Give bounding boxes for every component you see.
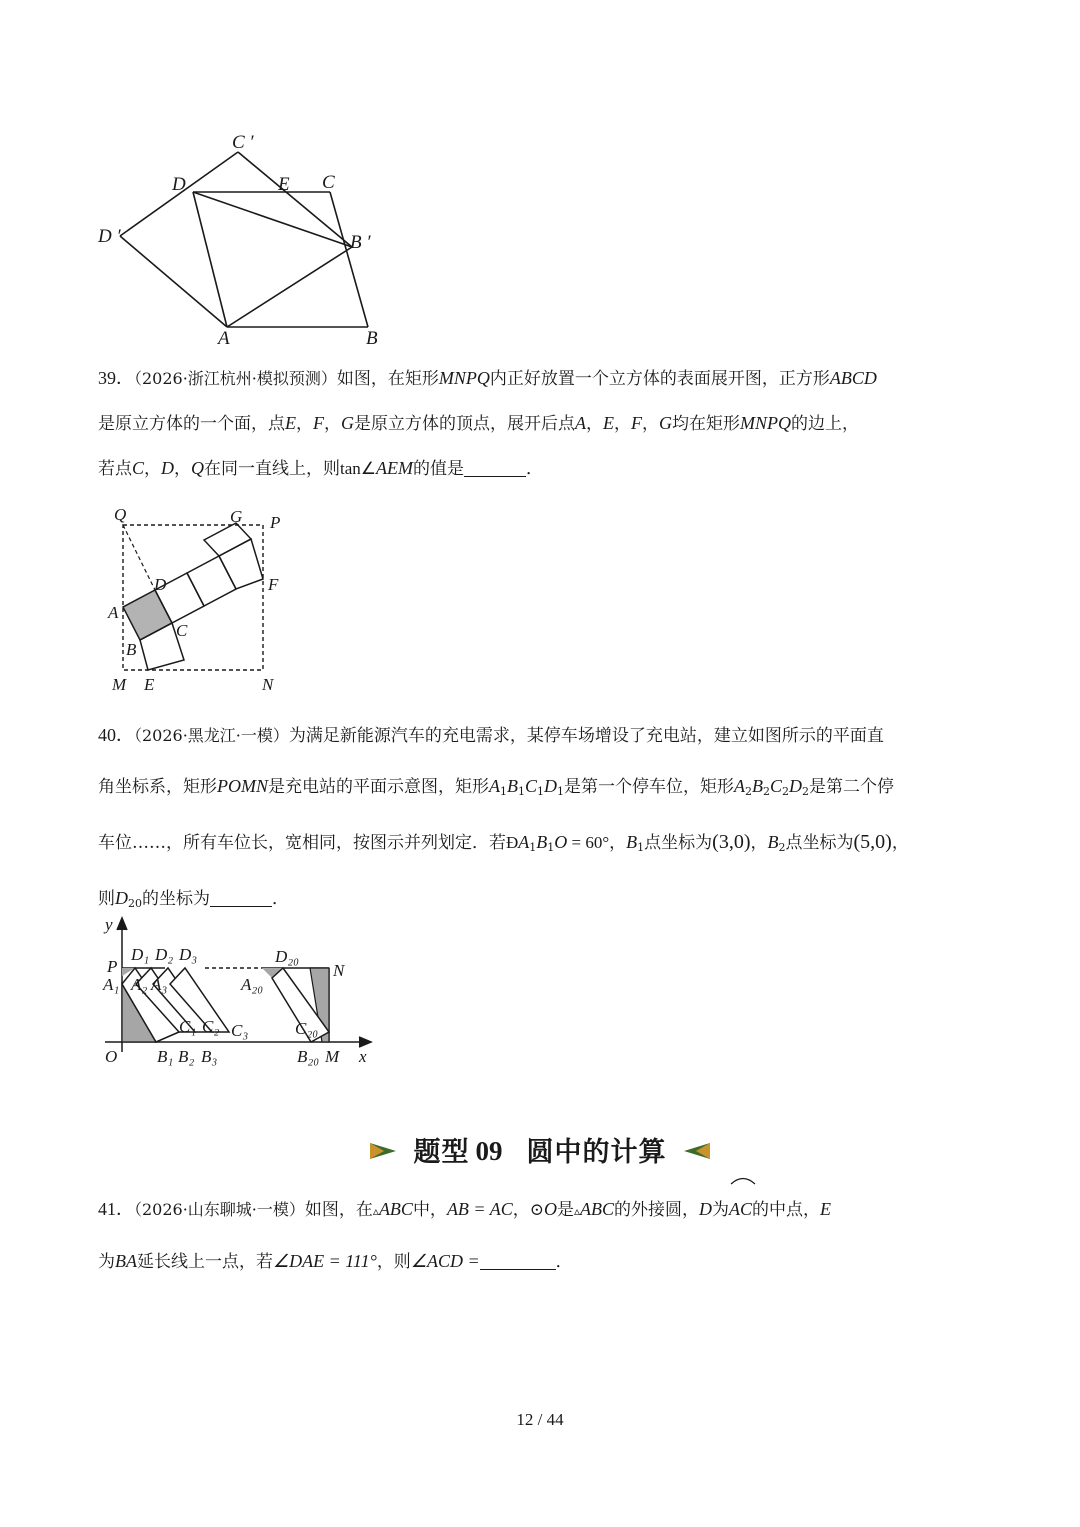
label-a3: A₃ — [151, 975, 168, 994]
var: ABC — [378, 1199, 413, 1219]
var: O — [544, 1199, 557, 1219]
question-40 — [98, 710, 982, 929]
var: A — [518, 832, 530, 852]
sep: ， — [144, 459, 162, 479]
angle-expr: ∠DAE = 111° — [273, 1251, 377, 1271]
sub: 1 — [557, 785, 565, 798]
heading-number: 09 — [475, 1136, 503, 1166]
q40-text: 是第二个停 — [809, 777, 895, 797]
q39-text: 均在矩形 — [672, 414, 740, 434]
label-e: E — [144, 675, 155, 694]
seg-cprime-bprime — [238, 152, 352, 247]
label-b-prime: B ′ — [350, 232, 371, 253]
circle-dot-symbol: ⊙ — [529, 1200, 544, 1220]
q39-end: ． — [526, 459, 544, 479]
triangle-symbol: ▵ — [372, 1204, 379, 1218]
label-d2: D₂ — [155, 945, 174, 964]
var: AEM — [376, 458, 414, 478]
label-a: A — [218, 328, 230, 349]
q39-text: 内正好放置一个立方体的表面展开图，正方形 — [489, 369, 830, 389]
var: C — [132, 458, 145, 478]
var: A — [575, 413, 586, 433]
square-4 — [219, 539, 263, 589]
var: F — [313, 413, 324, 433]
tan-symbol: tan∠ — [340, 459, 377, 478]
var: F — [631, 413, 642, 433]
var: D — [789, 776, 803, 796]
sep: ， — [642, 414, 659, 434]
answer-blank — [464, 458, 526, 477]
label-c-prime: C ′ — [232, 132, 254, 153]
var: A — [734, 776, 746, 796]
q41-text: 为 — [98, 1252, 115, 1272]
q39-text: 如图，在矩形 — [336, 369, 439, 389]
question-number: 40． — [98, 725, 134, 745]
label-m: M — [325, 1047, 340, 1066]
q41-text: 的中点， — [752, 1200, 821, 1220]
equation: AB = AC — [446, 1199, 513, 1219]
var: C — [770, 776, 783, 796]
figure-parking-lot — [95, 912, 395, 1072]
figure-rotated-square — [90, 130, 410, 350]
question-source: （2026·浙江杭州·模拟预测） — [134, 369, 337, 388]
var: E — [820, 1199, 832, 1219]
angle-symbol: Ð — [506, 833, 519, 852]
q41-text: ，则 — [376, 1252, 411, 1272]
label-d: D — [172, 174, 186, 195]
q39-text: 的值是 — [413, 459, 465, 479]
q40-text: 点坐标为 — [644, 833, 713, 853]
sub: 2 — [763, 785, 771, 798]
heading-label: 题型 — [413, 1136, 470, 1168]
sep: ， — [586, 414, 603, 434]
figure2-svg — [108, 500, 308, 700]
var: MNPQ — [740, 413, 791, 433]
label-d3: D₃ — [179, 945, 198, 964]
label-c: C — [322, 172, 335, 193]
q40-text: 车位……，所有车位长，宽相同，按图示并列划定．若 — [98, 833, 506, 853]
label-d1: D₁ — [131, 945, 150, 964]
angle-expr: ∠ACD = — [410, 1251, 480, 1271]
square-3 — [187, 556, 236, 606]
label-b1: B₁ — [157, 1047, 174, 1066]
q39-text: 若点 — [98, 459, 132, 479]
sub: 1 — [529, 841, 537, 854]
var: E — [285, 413, 296, 433]
sub: 1 — [537, 785, 545, 798]
arc-icon — [729, 1175, 757, 1185]
q39-text: 的边上， — [791, 414, 859, 434]
square-top — [204, 523, 251, 556]
seg-c-b — [330, 192, 368, 327]
question-number: 39． — [98, 368, 134, 388]
y-arrow — [117, 918, 127, 930]
sub: 1 — [518, 785, 525, 798]
label-n: N — [333, 961, 345, 980]
question-source: （2026·山东聊城·一模） — [134, 1200, 305, 1219]
label-b2: B₂ — [178, 1047, 195, 1066]
q40-text: 的坐标为 — [142, 889, 210, 909]
question-39 — [98, 356, 982, 491]
label-d20: D₂₀ — [275, 947, 300, 966]
label-y: y — [105, 915, 113, 934]
label-a: A — [108, 603, 119, 622]
q40-text: 为满足新能源汽车的充电需求，某停车场增设了充电站，建立如图所示的平面直 — [288, 726, 884, 746]
x-arrow — [359, 1037, 371, 1047]
arrow-left-icon — [682, 1130, 712, 1176]
seg-a-d — [193, 192, 227, 327]
var: B — [767, 832, 779, 852]
q39-text: 是原立方体的一个面，点 — [98, 414, 285, 434]
label-c3: C₃ — [231, 1021, 249, 1040]
label-p: P — [270, 513, 281, 532]
label-b: B — [126, 640, 137, 659]
var: ABC — [580, 1199, 615, 1219]
q40-text: 是第一个停车位，矩形 — [564, 777, 735, 797]
var: D — [699, 1199, 713, 1219]
q40-text: 则 — [98, 889, 115, 909]
q41-text: 的外接圆， — [614, 1200, 700, 1220]
label-c: C — [176, 621, 188, 640]
label-q: Q — [114, 505, 127, 524]
var: D — [544, 776, 558, 796]
label-d: D — [154, 575, 167, 594]
seg-a-dprime — [120, 236, 227, 327]
var: O — [554, 832, 568, 852]
q40-text: 角坐标系，矩形 — [98, 777, 217, 797]
triangle-symbol: ▵ — [574, 1204, 581, 1218]
figure-cube-net — [108, 500, 308, 700]
q40-text: 点坐标为 — [785, 833, 854, 853]
q41-end: ． — [555, 1252, 573, 1272]
coord: (3,0) — [712, 831, 751, 853]
var: G — [659, 413, 672, 433]
question-41 — [98, 1184, 982, 1287]
q41-text: 中， — [412, 1200, 447, 1220]
var: C — [525, 776, 538, 796]
sub: 2 — [802, 785, 810, 798]
answer-blank — [480, 1251, 556, 1270]
figure3-svg — [95, 912, 395, 1072]
var: MNPQ — [438, 368, 490, 388]
label-c2: C₂ — [202, 1017, 220, 1036]
label-b3: B₃ — [201, 1047, 218, 1066]
var: AC — [729, 1199, 753, 1219]
var: BA — [115, 1251, 137, 1271]
sub: 1 — [500, 785, 507, 798]
var: G — [341, 413, 354, 433]
arc-ac — [729, 1184, 752, 1235]
q40-text: ， — [891, 833, 909, 853]
q40-text: 是充电站的平面示意图，矩形 — [268, 777, 489, 797]
sub: 2 — [782, 785, 790, 798]
label-m: M — [112, 675, 127, 694]
sub: 1 — [547, 841, 555, 854]
answer-blank — [210, 888, 272, 907]
q41-text: 如图，在 — [304, 1200, 373, 1220]
label-b20: B₂₀ — [297, 1047, 320, 1066]
label-x: x — [359, 1047, 367, 1066]
sub: 2 — [778, 841, 786, 854]
label-n: N — [262, 675, 274, 694]
label-c20: C₂₀ — [295, 1019, 319, 1038]
label-c1: C₁ — [179, 1017, 197, 1036]
heading-title: 圆中的计算 — [526, 1136, 667, 1168]
var: ABCD — [829, 368, 877, 388]
var: B — [507, 776, 518, 796]
question-source: （2026·黑龙江·一模） — [134, 726, 289, 745]
var: A — [489, 776, 500, 796]
page-number: 12 / 44 — [516, 1410, 564, 1429]
q41-text: 为 — [712, 1200, 730, 1220]
var: B — [536, 832, 548, 852]
label-g: G — [230, 507, 243, 526]
label-o: O — [105, 1047, 118, 1066]
q41-text: ， — [512, 1200, 530, 1220]
q40-text: ， — [750, 833, 768, 853]
seg-bprime-a — [227, 247, 352, 327]
sub: 1 — [637, 841, 645, 854]
square-abcd — [123, 590, 172, 640]
dashed-q-d — [123, 525, 155, 590]
var: D — [115, 888, 128, 908]
var: E — [603, 413, 614, 433]
q40-text: = 60°， — [567, 833, 627, 852]
label-b: B — [366, 328, 378, 349]
var: POMN — [217, 776, 268, 796]
label-a20: A₂₀ — [241, 975, 264, 994]
label-f: F — [268, 575, 279, 594]
sub: 20 — [128, 897, 142, 910]
seg-d-bprime — [193, 192, 352, 247]
section-heading — [0, 1128, 1080, 1174]
sep: ， — [614, 414, 631, 434]
var: Q — [191, 458, 205, 478]
label-p: P — [107, 957, 118, 976]
arrow-right-icon — [368, 1130, 398, 1176]
sep: ， — [296, 414, 313, 434]
sep: ， — [324, 414, 341, 434]
label-e: E — [278, 174, 290, 195]
sep: ， — [174, 459, 192, 479]
q40-end: ． — [272, 889, 289, 909]
q39-text: 在同一直线上，则 — [204, 459, 341, 479]
q41-text: 是 — [557, 1200, 574, 1220]
q39-text: 是原立方体的顶点，展开后点 — [354, 414, 575, 434]
sub: 2 — [745, 785, 753, 798]
label-d-prime: D ′ — [98, 226, 121, 247]
figure1-svg — [90, 130, 410, 350]
question-number: 41． — [98, 1199, 134, 1219]
q41-text: 延长线上一点，若 — [137, 1252, 273, 1272]
var: B — [626, 832, 638, 852]
coord: (5,0) — [853, 831, 892, 853]
label-a2: A₂ — [131, 975, 148, 994]
var: B — [752, 776, 764, 796]
label-a1: A₁ — [103, 975, 120, 994]
var: D — [161, 458, 175, 478]
